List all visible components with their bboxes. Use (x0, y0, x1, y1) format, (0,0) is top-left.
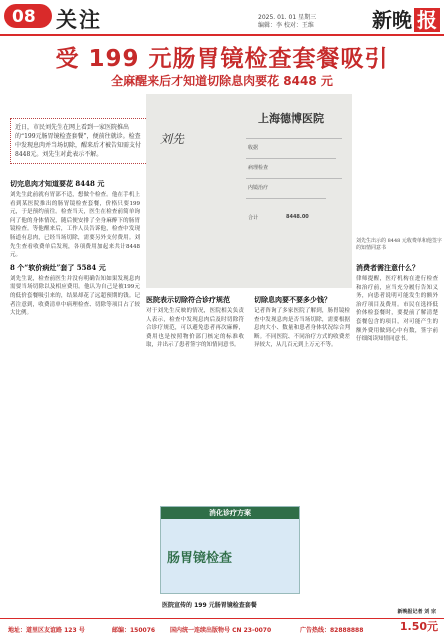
section-heading: 切完息肉才知道要花 8448 元 (10, 179, 105, 188)
poster-header: 消化诊疗方案 (161, 507, 299, 519)
receipt-total: 8448.00 (286, 214, 309, 220)
newspaper-logo: 新晚 报 (372, 4, 440, 33)
footer-ad: 广告热线：82888888 (300, 627, 364, 634)
footer-divider (0, 618, 444, 619)
handwriting: 刘先 (160, 132, 185, 146)
price: 1.50元 (399, 620, 438, 633)
article-column-1 (10, 176, 140, 606)
section-text: 刘先生说，检查前医生并没有明确告知如果发现息肉需要当场切除以及相应费用。他认为自己是被199元的低价套餐吸引来的，结果却花了远超预期的钱。记者注意到，收费清单中病理检查、切除等项目占了较大比例。 (10, 275, 140, 317)
receipt-label: 内镜治疗 (248, 185, 269, 191)
footer-cn: 国内统一连续出版物号 CN 23-0070 (170, 627, 272, 634)
article-column-4 (356, 260, 438, 612)
receipt-label: 收据 (248, 145, 259, 151)
poster-caption: 医院宣传的 199 元肠胃镜检查套餐 (162, 602, 257, 609)
section-name: 关注 (56, 8, 102, 32)
lede-box: 近日，市民刘先生在网上看到一家医院推出的“199元肠胃镜检查套餐”，便前往就诊。检查中发现息肉并当场切除，醒来后才被告知需支付8448元。刘先生对此表示不解。 (10, 118, 148, 164)
page-footer (0, 622, 444, 636)
section-text: 记者咨询了多家医院了解到，肠胃镜检查中发现息肉是否当场切除，需要根据息肉大小、数量和患者身体状况综合判断。不同医院、不同治疗方式的收费差异较大，从几百元到上万元不等。 (254, 308, 350, 349)
editor-line: 编辑：李 校对：王维 (258, 22, 314, 29)
institution-name: 上海德博医院 (258, 112, 324, 125)
photo-caption: 刘先生出示的 8448 元收费单和他签字的知情同意书 (356, 238, 442, 251)
poster-text: 肠胃镜检查 (167, 551, 233, 566)
page-header (0, 0, 444, 34)
receipt-photo (146, 94, 352, 288)
section-text: 刘先生此前就有胃部不适，想做个检查。他在手机上看到某医院推出的肠胃镜检查套餐，价格只要199元，于是预约前往。检查当天，医生在检查前简单询问了他的身体情况，随后便安排了全身麻醉下的肠胃镜检查。等他醒来后，工作人员告诉他，检查中发现肠道有息肉，已经当场切除，需要另外支付费用。刘先生查看收费单后发现，各项费用加起来共计8448元。 (10, 192, 140, 259)
headline: 受 199 元肠胃镜检查套餐吸引 (55, 46, 389, 72)
section-heading: 切除息肉要不要多少钱？ (254, 295, 331, 304)
receipt-label: 病理检查 (248, 165, 269, 171)
header-divider (0, 34, 444, 36)
section-text: 律师提醒，医疗机构在进行检查和治疗前，应当充分履行告知义务，向患者说明可能发生的额外治疗项目及费用。市民在选择低价体检套餐时，要提前了解清楚套餐包含的项目，对可能产生的额外费用做到心中有数，签字前仔细阅读知情同意书。 (356, 276, 438, 343)
reporter-byline: 新晚报记者 刘 宗 (397, 609, 436, 615)
section-number: 08 (12, 7, 36, 27)
date-line: 2025. 01. 01 星期三 (258, 14, 317, 21)
clinic-poster (160, 506, 300, 594)
section-heading: 消费者需注意什么？ (356, 263, 419, 272)
subheadline: 全麻醒来后才知道切除息肉要花 8448 元 (111, 74, 333, 88)
section-badge (4, 4, 52, 28)
section-heading: 8 个“软价病灶”套了 5584 元 (10, 262, 106, 272)
receipt-label: 合计 (248, 215, 259, 221)
section-heading: 医院表示切除符合诊疗规范 (146, 295, 230, 304)
footer-postcode: 邮编：150076 (112, 627, 156, 634)
footer-address: 地址：道里区友谊路 123 号 (8, 627, 85, 634)
section-text: 对于刘先生反映的情况，医院相关负责人表示，检查中发现息肉后及时切除符合诊疗规范，可以避免患者再次麻醉，费用也是按照物价部门核定的标准收取，并出示了患者签字的知情同意书。 (146, 308, 244, 349)
